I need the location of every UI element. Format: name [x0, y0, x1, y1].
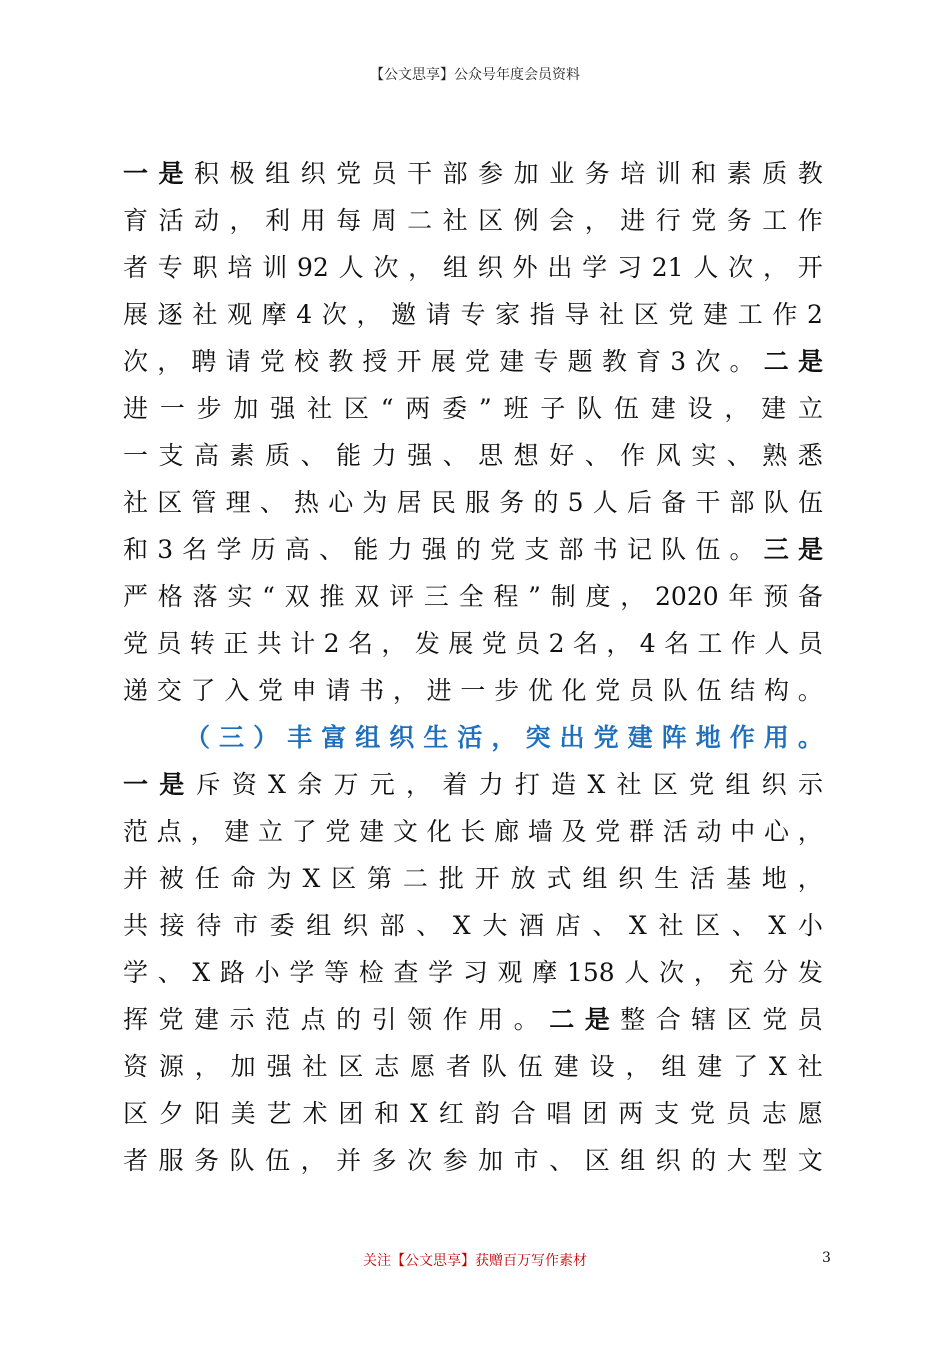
text-line: 者 专 职 培 训 92 人 次 ， 组 织 外 出 学 习 21 人 次 ， 开 [123, 253, 823, 282]
text-line: 挥 党 建 示 范 点 的 引 领 作 用 。 二 是 整 合 辖 区 党 员 [123, 1005, 823, 1034]
text-line: 者 服 务 队 伍 ， 并 多 次 参 加 市 、 区 组 织 的 大 型 文 [123, 1146, 823, 1175]
text-line: 展 逐 社 观 摩 4 次 ， 邀 请 专 家 指 导 社 区 党 建 工 作 2 [123, 300, 823, 329]
text-line: 并 被 任 命 为 X 区 第 二 批 开 放 式 组 织 生 活 基 地 ， [123, 864, 823, 893]
text-line: 进 一 步 加 强 社 区 “ 两 委 ” 班 子 队 伍 建 设 ， 建 立 [123, 394, 823, 423]
text-line: 共 接 待 市 委 组 织 部 、 X 大 酒 店 、 X 社 区 、 X 小 [123, 911, 823, 940]
text-line: （ 三 ） 丰 富 组 织 生 活 ， 突 出 党 建 阵 地 作 用 。 [185, 723, 823, 752]
page-number: 3 [822, 1250, 831, 1266]
text-line: 党 员 转 正 共 计 2 名 ， 发 展 党 员 2 名 ， 4 名 工 作 人 员 [123, 629, 823, 658]
text-line: 严 格 落 实 “ 双 推 双 评 三 全 程 ” 制 度 ， 2020 年 预 备 [123, 582, 823, 611]
text-line: 学 、 X 路 小 学 等 检 查 学 习 观 摩 158 人 次 ， 充 分 发 [123, 958, 823, 987]
page-footer: 关注【公文思享】获赠百万写作素材 [363, 1253, 587, 1269]
text-line: 次 ， 聘 请 党 校 教 授 开 展 党 建 专 题 教 育 3 次 。 二 是 [123, 347, 823, 376]
text-line: 一 是 斥 资 X 余 万 元 ， 着 力 打 造 X 社 区 党 组 织 示 [123, 770, 823, 799]
document-body [123, 150, 823, 1184]
text-line: 范 点 ， 建 立 了 党 建 文 化 长 廊 墙 及 党 群 活 动 中 心 ， [123, 817, 823, 846]
text-line: 和 3 名 学 历 高 、 能 力 强 的 党 支 部 书 记 队 伍 。 三 是 [123, 535, 823, 564]
text-line: 社 区 管 理 、 热 心 为 居 民 服 务 的 5 人 后 备 干 部 队 伍 [123, 488, 823, 517]
text-line: 一 支 高 素 质 、 能 力 强 、 思 想 好 、 作 风 实 、 熟 悉 [123, 441, 823, 470]
text-line: 一 是 积 极 组 织 党 员 干 部 参 加 业 务 培 训 和 素 质 教 [123, 159, 823, 188]
text-line: 资 源 ， 加 强 社 区 志 愿 者 队 伍 建 设 ， 组 建 了 X 社 [123, 1052, 823, 1081]
text-line: 育 活 动 ， 利 用 每 周 二 社 区 例 会 ， 进 行 党 务 工 作 [123, 206, 823, 235]
page-header: 【公文思享】公众号年度会员资料 [370, 67, 580, 83]
text-line: 递 交 了 入 党 申 请 书 ， 进 一 步 优 化 党 员 队 伍 结 构 。 [123, 676, 823, 705]
text-line: 区 夕 阳 美 艺 术 团 和 X 红 韵 合 唱 团 两 支 党 员 志 愿 [123, 1099, 823, 1128]
